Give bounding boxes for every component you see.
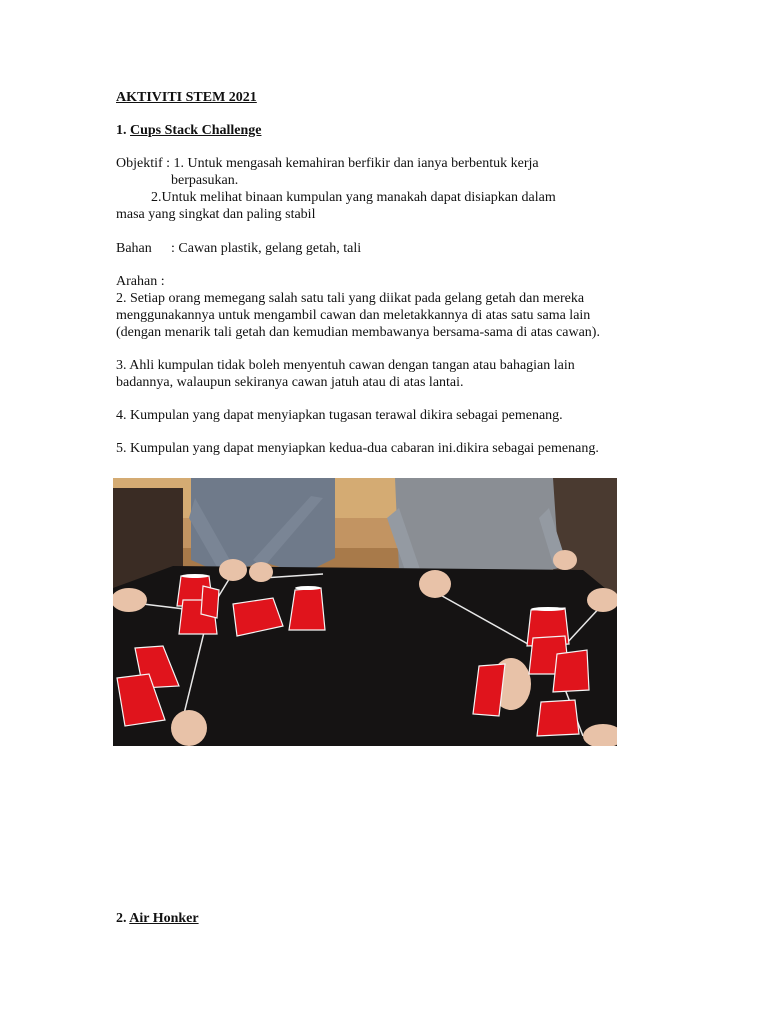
step-2-line-b: menggunakannya untuk mengambil cawan dan meletakkannya di atas satu sama lain — [116, 308, 591, 323]
step-4-text: 4. Kumpulan yang dapat menyiapkan tugasan terawal dikira sebagai pemenang. — [116, 408, 563, 423]
step-3-line-a: 3. Ahli kumpulan tidak boleh menyentuh cawan dengan tangan atau bahagian lain — [116, 358, 575, 373]
objective-1-text-b: berpasukan. — [171, 173, 239, 188]
materials-text: : Cawan plastik, gelang getah, tali — [171, 241, 362, 256]
section-2-number: 2. — [116, 911, 127, 926]
section-2-heading — [116, 910, 199, 927]
step-2-line-a: 2. Setiap orang memegang salah satu tali yang diikat pada gelang getah dan mereka — [116, 291, 585, 306]
cup-stack-photo — [113, 478, 617, 746]
objective-1-text-a: 1. Untuk mengasah kemahiran berfikir dan ianya berbentuk kerja — [173, 156, 539, 171]
step-5-text: 5. Kumpulan yang dapat menyiapkan kedua-dua cabaran ini.dikira sebagai pemenang. — [116, 441, 599, 456]
materials-label: Bahan — [116, 241, 152, 256]
instructions-label: Arahan : — [116, 274, 165, 289]
objective-2-text-b: masa yang singkat dan paling stabil — [116, 207, 316, 222]
objective-line-1 — [116, 155, 539, 172]
document-title: AKTIVITI STEM 2021 — [116, 90, 257, 105]
section-2-title: Air Honker — [129, 911, 199, 926]
step-3-line-b: badannya, walaupun sekiranya cawan jatuh atau di atas lantai. — [116, 375, 464, 390]
step-2-line-c: (dengan menarik tali getah dan kemudian membawanya bersama-sama di atas cawan). — [116, 325, 600, 340]
section-1-heading — [116, 122, 261, 139]
section-1-title: Cups Stack Challenge — [130, 123, 262, 138]
objective-label: Objektif : — [116, 156, 174, 171]
section-1-number: 1. — [116, 123, 127, 138]
objective-2-text-a: 2.Untuk melihat binaan kumpulan yang manakah dapat disiapkan dalam — [151, 190, 556, 205]
